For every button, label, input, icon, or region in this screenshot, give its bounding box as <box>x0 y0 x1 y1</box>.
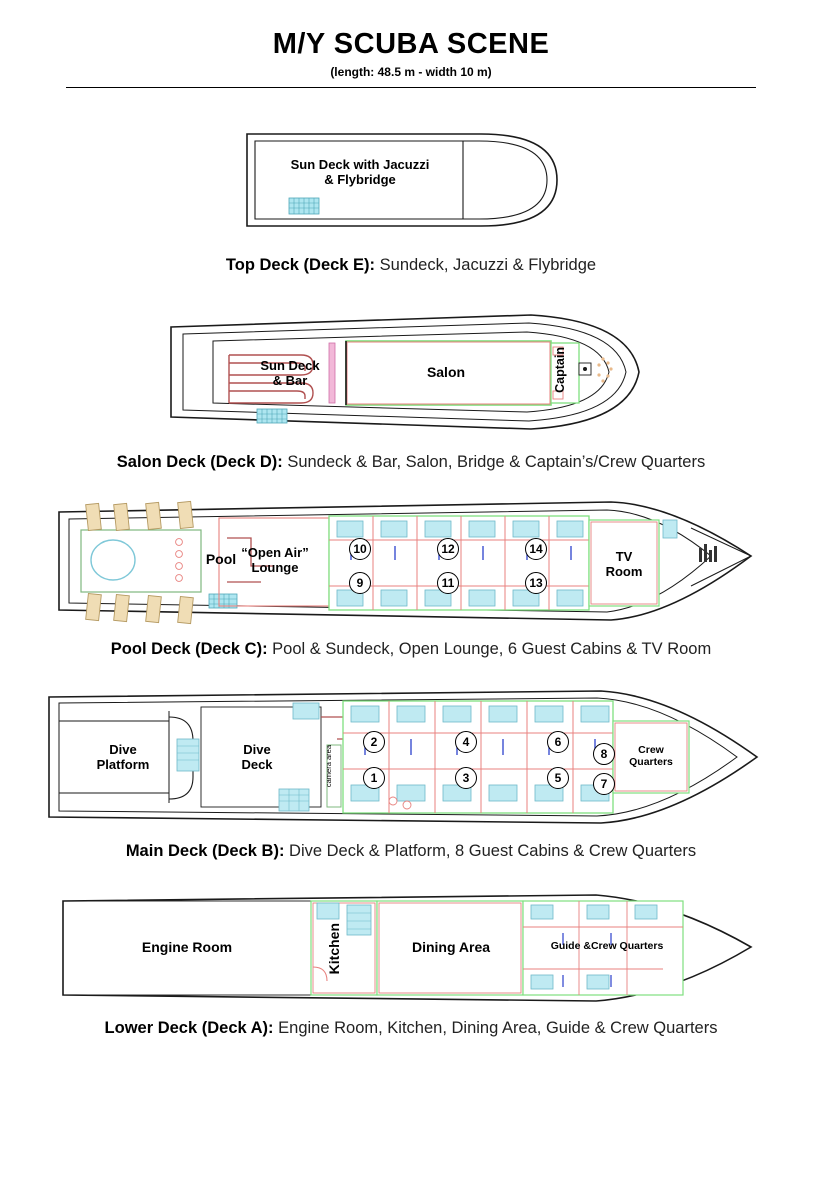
salon-deck-caption-rest: Sundeck & Bar, Salon, Bridge & Captain’s/Crew Quarters <box>282 453 706 471</box>
main-deck-caption-bold: Main Deck (Deck B): <box>125 842 285 860</box>
dining-area-label: Dining Area <box>411 939 491 955</box>
title-divider <box>66 87 756 88</box>
tv-room-label: TV Room <box>605 549 643 579</box>
top-deck-caption-bold: Top Deck (Deck E): <box>225 256 376 274</box>
sun-deck-flybridge-label: Sun Deck with Jacuzzi & Flybridge <box>290 157 430 187</box>
cabin-badge-5: 5 <box>547 767 569 789</box>
deck-pool-deck <box>0 494 822 659</box>
deck-salon-deck <box>0 297 822 472</box>
page-title: M/Y SCUBA SCENE <box>272 28 550 60</box>
lower-deck-caption <box>0 1019 822 1038</box>
top-deck-caption-rest: Sundeck, Jacuzzi & Flybridge <box>375 256 597 274</box>
main-deck-outline <box>41 681 781 836</box>
salon-deck-caption-bold: Salon Deck (Deck D): <box>116 453 283 471</box>
deck-top-deck <box>0 110 822 275</box>
top-deck-plan <box>241 110 581 250</box>
engine-room-label: Engine Room <box>141 939 233 955</box>
crew-quarters-label: Crew Quarters <box>629 744 673 768</box>
cabin-badge-1: 1 <box>363 767 385 789</box>
cabin-badge-11: 11 <box>437 572 459 594</box>
sun-deck-bar-label: Sun Deck & Bar <box>260 358 320 388</box>
open-air-lounge-label: “Open Air” Lounge <box>241 545 309 575</box>
deck-main-deck <box>0 681 822 861</box>
main-deck-plan <box>41 681 781 836</box>
deck-lower-deck <box>0 883 822 1038</box>
pool-label: Pool <box>205 551 237 567</box>
pool-deck-caption-bold: Pool Deck (Deck C): <box>110 640 268 658</box>
top-deck-outline <box>241 110 581 250</box>
page-subtitle: (length: 48.5 m - width 10 m) <box>330 65 492 79</box>
pool-deck-outline <box>51 494 771 634</box>
pool-deck-caption-rest: Pool & Sundeck, Open Lounge, 6 Guest Cabins & TV Room <box>267 640 712 658</box>
salon-deck-outline <box>161 297 661 447</box>
dive-platform-label: Dive Platform <box>96 742 150 772</box>
cabin-badge-14: 14 <box>525 538 547 560</box>
pool-deck-plan <box>51 494 771 634</box>
dive-deck-label: Dive Deck <box>241 742 273 772</box>
kitchen-label: Kitchen <box>326 923 342 975</box>
guide-crew-quarters-label: Guide &Crew Quarters <box>550 940 664 952</box>
cabin-badge-9: 9 <box>349 572 371 594</box>
cabin-badge-3: 3 <box>455 767 477 789</box>
lower-deck-outline <box>51 883 771 1013</box>
cabin-badge-12: 12 <box>437 538 459 560</box>
lower-deck-caption-bold: Lower Deck (Deck A): <box>104 1019 274 1037</box>
salon-deck-plan <box>161 297 661 447</box>
pool-deck-caption <box>0 640 822 659</box>
cabin-badge-7: 7 <box>593 773 615 795</box>
lower-deck-plan <box>51 883 771 1013</box>
cabin-badge-13: 13 <box>525 572 547 594</box>
cabin-badge-6: 6 <box>547 731 569 753</box>
cabin-badge-8: 8 <box>593 743 615 765</box>
salon-label: Salon <box>426 364 466 380</box>
captain-label: Captain <box>553 347 567 393</box>
main-deck-caption <box>0 842 822 861</box>
cabin-badge-2: 2 <box>363 731 385 753</box>
cabin-badge-10: 10 <box>349 538 371 560</box>
main-deck-caption-rest: Dive Deck & Platform, 8 Guest Cabins & Crew Quarters <box>284 842 697 860</box>
salon-deck-caption <box>0 453 822 472</box>
lower-deck-caption-rest: Engine Room, Kitchen, Dining Area, Guide & Crew Quarters <box>273 1019 718 1037</box>
cabin-badge-4: 4 <box>455 731 477 753</box>
camera-area-label: camera area <box>324 745 333 788</box>
top-deck-caption <box>0 256 822 275</box>
